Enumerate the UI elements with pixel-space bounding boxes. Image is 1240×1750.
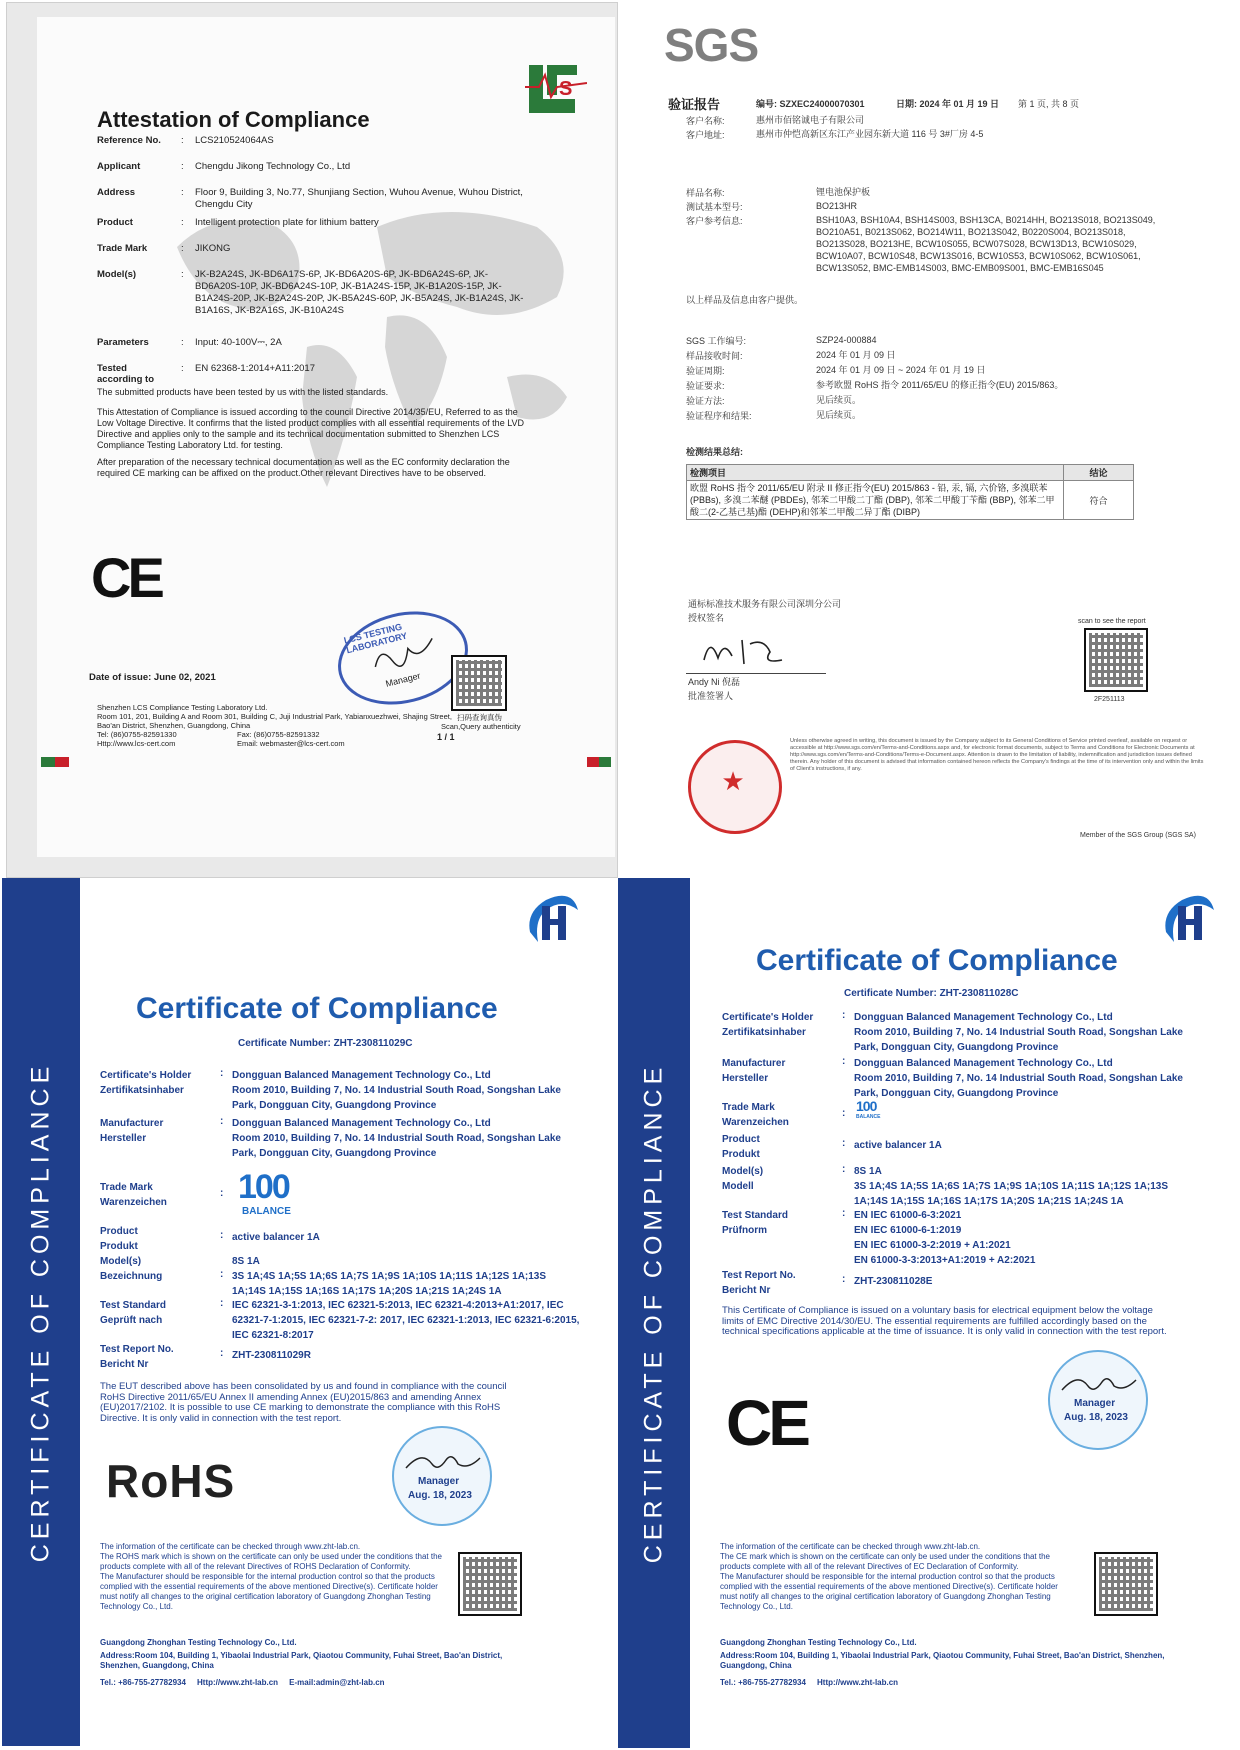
balance-logo-word: BALANCE (242, 1206, 291, 1217)
sgs-logo: SGS (664, 19, 759, 71)
lcs-seal-stamp: LCS TESTING LABORATORY Manager (328, 598, 478, 717)
balance-logo-number: 100 (238, 1168, 289, 1206)
lcs-footer-line-2: Room 101, 201, Building A and Room 301, Building C, Juji Industrial Park, Yabianxuezhwei, Shajing Street, (97, 712, 452, 721)
sgs-signer-name: Andy Ni 倪磊 (688, 677, 741, 687)
lcs-email[interactable]: Email: webmaster@lcs-cert.com (237, 739, 345, 748)
ht-seal-stamp: Manager Aug. 18, 2023 (392, 1426, 492, 1526)
lcs-stripe-red-right (587, 757, 599, 767)
sgs-authorized: 授权签名 (688, 613, 725, 623)
sgs-company: 通标标准技术服务有限公司深圳分公司 (688, 599, 842, 609)
sgs-report-date: 日期: 2024 年 01 月 19 日 (896, 99, 1000, 109)
ht-title: Certificate of Compliance (756, 944, 1118, 977)
ht-signature-icon (1058, 1370, 1138, 1396)
ht-qr-code[interactable] (1094, 1552, 1158, 1616)
sgs-signature-icon (698, 630, 788, 672)
sgs-member: Member of the SGS Group (SGS SA) (1080, 832, 1196, 839)
star-icon: ★ (721, 766, 745, 796)
ht-rohs-certificate: CERTIFICATE OF COMPLIANCE Certificate of Compliance Certificate Number: ZHT-230811029C Certificate's Holder Zertifikatsinhaber : Dongguan Balanced Management Technology Co., Ltd Room 2010, Building 7, No. 14 Industrial South Road, Songshan Lake Park, Dongguan City, Guangdong Province Manufacturer Hersteller : Dongguan Balanced Management Technology Co., Ltd Room 2010, Building 7, No. 14 Industrial South Road, Songshan Lake Park, Dongguan City, Guangdong Province Trade Mark Warenzeichen : 100 BALANCE Product Produkt : active balancer 1A Model(s) Bezeichnung : 8S 1A 3S 1A;4S 1A;5S 1A;6S 1A;7S 1A;9S 1A;10S 1A;11S 1A;12S 1A;13S 1A;14S 1A;15S 1A;16S 1A;17S 1A;20S 1A;21S 1A;24S 1A Test Standard Geprüft nach : IEC 62321-3-1:2013, IEC 62321-5:2013, IEC 62321-4:2013+A1:2017, IEC 62321-7-1:2015, IEC 62321-7-2: 2017, IEC 62321-1:2013, IEC 62321-6:2015, IEC 62321-8:2017 Test Report No. Bericht Nr : ZHT-230811029R The EUT described above has been consolidated by us and found in compliance with the council RoHS Directive 2011/65/EU Annex II amending Annex (EU)2015/863 and amending Annex (EU)2017/2102. It is possible to use CE marking to demonstrate the compliance with this RoHS Directive. It is only valid in connection with the test report. RoHS Manager Aug. 18, 2023 The information of the certificate can be checked through www.zht-lab.cn. The ROHS mark which is shown on the certificate can only be used under the conditions that the products complete with all of the relevant Directives of ROHS Declaration of Conformity. The Manufacturer should be responsible for the internal production control so that the products complied with the essential requirements of the above mentioned Directive(s). Certificate holder must notify all changes to the original certification laboratory of Guangdong Zhonghan Testing Technology Co., Ltd. Guangdong Zhonghan Testing Technology Co., Ltd. Address:Room 104, Building 1, Yibaolai Industrial Park, Qiaotou Community, Fuhai Street, Bao'an District, Shenzhen, Guangdong, China Tel.: +86-755-27782934 Http://www.zht-lab.cn E-mail:admin@zht-lab.cn (2, 878, 614, 1746)
ht-compliance-text: The EUT described above has been consolidated by us and found in compliance with the council RoHS Directive 2011/65/EU Annex II amending Annex (EU)2015/863 and amending Annex (EU)2017/2102. It is possible to use CE marking to demonstrate the compliance with this RoHS Directive. It is only valid in connection with the test report. (100, 1381, 507, 1424)
sgs-summary-title: 检测结果总结: (686, 447, 743, 457)
ht-compliance-text: This Certificate of Compliance is issued on a voluntary basis for electrical equipment below the voltage limits of EMC Directive 2014/30/EU. The essential requirements are fulfilled accordingly based on the technical specifications applicable at the time of issuance. It is only valid in connection with the test report. (722, 1305, 1167, 1337)
lcs-fax: Fax: (86)0755-82591332 (237, 730, 320, 739)
sgs-verification-report: SGS 验证报告 编号: SZXEC24000070301 日期: 2024 年 01 月 19 日 第 1 页, 共 8 页 客户名称: 惠州市佰铭诚电子有限公司 客户地址: 惠州市仲恺高新区东江产业园东新大道 116 号 3#厂房 4-5 样品名称: 锂电池保护板 测试基本型号: BO213HR 客户参考信息: BSH10A3, BSH10A4, BSH14S003, BSH13CA, B0214HH, BO213S018, BO213S049, BO210A51, B0213S062, BO214W11, BO213S042, B0220S004, BO213S018, BO213S028, BO213HE, BCW10S055, BCW07S028, BCW13D13, BCW10S029, BCW10A07, BCW10S48, BCW13S016, BCW10S53, BCW10S062, BCW10S061, BCW13S052, BMC-EMB14S003, BMC-EMB09S001, BMC-EMB16S045 以上样品及信息由客户提供。 SGS 工作编号: SZP24-000884 样品接收时间: 2024 年 01 月 09 日 验证周期: 2024 年 01 月 09 日 ~ 2024 年 01 月 19 日 验证要求: 参考欧盟 RoHS 指令 2011/65/EU 的修正指令(EU) 2015/863。 验证方法: 见后续页。 验证程序和结果: 见后续页。 检测结果总结: 检测项目 结论 欧盟 RoHS 指令 2011/65/EU 附录 II 修正指令(EU) 2015/863 - 铅, 汞, 镉, 六价铬, 多溴联苯 (PBBs), 多溴二苯醚 (PBDEs), 邻苯二甲酸二丁酯 (DBP), 邻苯二甲酸丁苄酯 (BBP), 邻苯二甲酸二(2-乙基己基)酯 (DEHP)和邻苯二甲酸二异丁酯 (DIBP) 符合 通标标准技术服务有限公司深圳分公司 授权签名 Andy Ni 倪磊 批准签署人 scan to see the report 2F251113 ★ Unless otherwise agreed in writing, this document is issued by the Company subject to its General Conditions of Service printed overleaf, available on request or accessible at http://www.sgs.com/en/Terms-and-Conditions.aspx and, for electronic format documents, subject to Terms and Conditions for Electronic Documents at http://www.sgs.com/en/Terms-and-Conditions/Terms-e-Document.aspx. Attention is drawn to the limitation of liability, indemnification and jurisdiction issues defined therein. Any holder of this document is advised that information contained hereon reflects the Company's findings at the time of its intervention only and within the limits of Client's instructions, if any. Member of the SGS Group (SGS SA) (626, 0, 1236, 878)
sgs-report-heading: 验证报告 (668, 97, 721, 112)
lcs-attestation-text: This Attestation of Compliance is issued according to the council Directive 2014/35/EU, Referred to as the Low Voltage Directive. It confirms that the listed product complies with all essential requirements of the LVD Directive and applies only to the sample and its technical documentation submitted to Shenzhen LCS Compliance Testing Laboratory Ltd. for testing. (97, 407, 525, 450)
sgs-qr-code[interactable] (1084, 628, 1148, 692)
lcs-stripe-red-left (55, 757, 69, 767)
balance-logo-word: BALANCE (856, 1114, 881, 1120)
ht-footer-text: The information of the certificate can be checked through www.zht-lab.cn. The ROHS mark which is shown on the certificate can only be used under the conditions that the products complete with all of the relevant Directives of ROHS Declaration of Conformity. The Manufacturer should be responsible for the internal production control so that the products complied with the essential requirements of the above mentioned Directive(s). Certificate holder must notify all changes to the original certification laboratory of Guangdong Zhonghan Testing Technology Co., Ltd. (100, 1542, 442, 1611)
lcs-scan-en: Scan,Query authenticity (441, 722, 521, 731)
lcs-stripe-green-right (599, 757, 611, 767)
sgs-signature-line (686, 673, 826, 674)
rohs-logo: RoHS (106, 1455, 236, 1507)
ht-lab-contact: Tel.: +86-755-27782934 Http://www.zht-lab.cn (720, 1678, 899, 1687)
ht-title: Certificate of Compliance (136, 992, 498, 1025)
sgs-red-seal-stamp (688, 740, 782, 834)
sgs-scan-code: 2F251113 (1094, 696, 1125, 703)
lcs-qr-code[interactable] (451, 655, 507, 711)
ht-certificate-number: Certificate Number: ZHT-230811029C (238, 1038, 413, 1049)
table-row: 检测项目 结论 (687, 465, 1134, 481)
svg-text:S: S (559, 78, 573, 100)
ht-seal-stamp: Manager Aug. 18, 2023 (1048, 1350, 1148, 1450)
lcs-attestation-document (6, 2, 618, 878)
lcs-footer-line-3: Bao'an District, Shenzhen, Guangdong, China (97, 721, 251, 730)
sgs-disclaimer: Unless otherwise agreed in writing, this document is issued by the Company subject to its General Conditions of Service printed overleaf, available on request or accessible at http://www.sgs.com/en/Terms-and-Conditions.aspx and, for electronic format documents, subject to Terms and Conditions for Electronic Documents at http://www.sgs.com/en/Terms-and-Conditions/Terms-e-Document.aspx. Attention is drawn to the limitation of liability, indemnification and jurisdiction issues defined therein. Any holder of this document is advised that information contained hereon reflects the Company's findings at the time of its intervention only and within the limits of Client's instructions, if any. (790, 738, 1204, 772)
ce-mark: CE (726, 1387, 807, 1459)
certificate-side-band: CERTIFICATE OF COMPLIANCE (2, 878, 80, 1746)
table-row: 欧盟 RoHS 指令 2011/65/EU 附录 II 修正指令(EU) 2015/863 - 铅, 汞, 镉, 六价铬, 多溴联苯 (PBBs), 多溴二苯醚 (PBDEs), 邻苯二甲酸二丁酯 (DBP), 邻苯二甲酸丁苄酯 (BBP), 邻苯二甲酸二(2-乙基己基)酯 (DEHP)和邻苯二甲酸二异丁酯 (DIBP) 符合 (687, 481, 1134, 520)
lcs-title: Attestation of Compliance (97, 107, 370, 132)
ht-signature-icon (402, 1448, 482, 1474)
lcs-page-number: 1 / 1 (437, 732, 455, 742)
lcs-scan-cn: 扫码查询真伪 (457, 713, 502, 722)
balance-logo-number: 100 (856, 1098, 877, 1114)
sgs-page: 第 1 页, 共 8 页 (1018, 99, 1080, 109)
ht-logo-icon (522, 892, 580, 952)
sgs-sample-note: 以上样品及信息由客户提供。 (686, 295, 804, 305)
lcs-website[interactable]: Http://www.lcs-cert.com (97, 739, 176, 748)
lcs-ce-text: After preparation of the necessary technical documentation as well as the EC conformity declaration the required CE marking can be affixed on the product.Other relevant Directives have to be observed. (97, 457, 510, 478)
lcs-stripe-green-left (41, 757, 55, 767)
lcs-logo-icon (525, 57, 587, 127)
ht-lab-name: Guangdong Zhonghan Testing Technology Co., Ltd. (720, 1638, 917, 1647)
sgs-scan-text: scan to see the report (1078, 618, 1146, 625)
ht-logo-icon (1158, 892, 1216, 952)
ht-qr-code[interactable] (458, 1552, 522, 1616)
ht-ce-certificate: CERTIFICATE OF COMPLIANCE Certificate of Compliance Certificate Number: ZHT-230811028C Certificate's Holder Zertifikatsinhaber : Dongguan Balanced Management Technology Co., Ltd Room 2010, Building 7, No. 14 Industrial South Road, Songshan Lake Park, Dongguan City, Guangdong Province Manufacturer Hersteller : Dongguan Balanced Management Technology Co., Ltd Room 2010, Building 7, No. 14 Industrial South Road, Songshan Lake Park, Dongguan City, Guangdong Province Trade Mark Warenzeichen : 100 BALANCE Product Produkt : active balancer 1A Model(s) Modell : 8S 1A 3S 1A;4S 1A;5S 1A;6S 1A;7S 1A;9S 1A;10S 1A;11S 1A;12S 1A;13S 1A;14S 1A;15S 1A;16S 1A;17S 1A;20S 1A;21S 1A;24S 1A Test Standard Prüfnorm : EN IEC 61000-6-3:2021 EN IEC 61000-6-1:2019 EN IEC 61000-3-2:2019 + A1:2021 EN 61000-3-3:2013+A1:2019 + A2:2021 Test Report No. Bericht Nr : ZHT-230811028E This Certificate of Compliance is issued on a voluntary basis for electrical equipment below the voltage limits of EMC Directive 2014/30/EU. The essential requirements are fulfilled accordingly based on the technical specifications applicable at the time of issuance. It is only valid in connection with the test report. CE Manager Aug. 18, 2023 The information of the certificate can be checked through www.zht-lab.cn. The CE mark which is shown on the certificate can only be used under the conditions that the products complete with all of the relevant Directives of EC Declaration of Conformity. The Manufacturer should be responsible for the internal production control so that the products complied with the essential requirements of the above mentioned Directive(s). Certificate holder must notify all changes to the original certification laboratory of Guangdong Zhonghan Testing Technology Co., Ltd. Guangdong Zhonghan Testing Technology Co., Ltd. Address:Room 104, Building 1, Yibaolai Industrial Park, Qiaotou Community, Fuhai Street, Bao'an District, Shenzhen, Guangdong, China Tel.: +86-755-27782934 Http://www.zht-lab.cn (618, 878, 1238, 1748)
lcs-submitted-text: The submitted products have been tested by us with the listed standards. (97, 387, 389, 397)
ht-footer-text: The information of the certificate can be checked through www.zht-lab.cn. The CE mark which is shown on the certificate can only be used under the conditions that the products complete with all of the relevant Directives of EC Declaration of Conformity. The Manufacturer should be responsible for the internal production control so that the products complied with the essential requirements of the above mentioned Directive(s). Certificate holder must notify all changes to the original certification laboratory of Guangdong Zhonghan Testing Technology Co., Ltd. (720, 1542, 1058, 1611)
certificate-side-band: CERTIFICATE OF COMPLIANCE (618, 878, 690, 1748)
ht-lab-address: Address:Room 104, Building 1, Yibaolai Industrial Park, Qiaotou Community, Fuhai Street, Bao'an District, Shenzhen, Guangdong, China (100, 1651, 503, 1670)
lcs-tel: Tel: (86)0755-82591330 (97, 730, 177, 739)
ce-mark: CE (91, 546, 161, 609)
sgs-report-number: 编号: SZXEC24000070301 (756, 99, 865, 109)
lcs-footer-line-1: Shenzhen LCS Compliance Testing Laboratory Ltd. (97, 703, 268, 712)
ht-lab-contact: Tel.: +86-755-27782934 Http://www.zht-lab.cn E-mail:admin@zht-lab.cn (100, 1678, 385, 1687)
lcs-page: S Attestation of Compliance Reference No. : LCS210524064AS Applicant : Chengdu Jikong Technology Co., Ltd Address : Floor 9, Building 3, No.77, Shunjiang Section, Wuhou Avenue, Wuhou District, Chengdu City Product : Intelligent protection plate for lithium battery Trade Mark : JIKONG Model(s) : JK-B2A24S, JK-BD6A17S-6P, JK-BD6A20S-6P, JK-BD6A24S-6P, JK-BD6A20S-10P, JK-BD6A24S-10P, JK-B1A24S-15P, JK-B1A20S-15P, JK-B1A24S-20P, JK-B2A24S-20P, JK-B5A24S-60P, JK-B5A24S, JK-B1A24S, JK-B1A16S, JK-B2A16S, JK-B10A24S Parameters : Input: 40-100V⎓, 2A Tested according to : EN 62368-1:2014+A11:2017 The submitted products have been tested by us with the listed standards. This Attestation of Compliance is issued according to the council Directive 2014/35/EU, Referred to as the Low Voltage Directive. It confirms that the listed product complies with all essential requirements of the LVD Directive and applies only to the sample and its technical documentation submitted to Shenzhen LCS Compliance Testing Laboratory Ltd. for testing. After preparation of the necessary technical documentation as well as the EC conformity declaration the required CE marking can be affixed on the product.Other relevant Directives have to be observed. CE LCS TESTING LABORATORY Manager 扫码查询真伪 Scan,Query authenticity 1 / 1 Date of issue: June 02, 2021 Shenzhen LCS Compliance Testing Laboratory Ltd. Room 101, 201, Building A and Room 301, Building C, Juji Industrial Park, Yabianxuezhwei, Shajing Street, Bao'an District, Shenzhen, Guangdong, China Tel: (86)0755-82591330 Fax: (86)0755-82591332 Http://www.lcs-cert.com Email: webmaster@lcs-cert.com (37, 17, 615, 857)
sgs-results-table (686, 464, 1134, 520)
ht-certificate-number: Certificate Number: ZHT-230811028C (844, 988, 1019, 999)
lcs-date-of-issue: Date of issue: June 02, 2021 (89, 672, 216, 683)
ht-lab-address: Address:Room 104, Building 1, Yibaolai Industrial Park, Qiaotou Community, Fuhai Street, Bao'an District, Shenzhen, Guangdong, China (720, 1651, 1165, 1670)
ht-lab-name: Guangdong Zhonghan Testing Technology Co., Ltd. (100, 1638, 297, 1647)
sgs-approver: 批准签署人 (688, 691, 734, 701)
